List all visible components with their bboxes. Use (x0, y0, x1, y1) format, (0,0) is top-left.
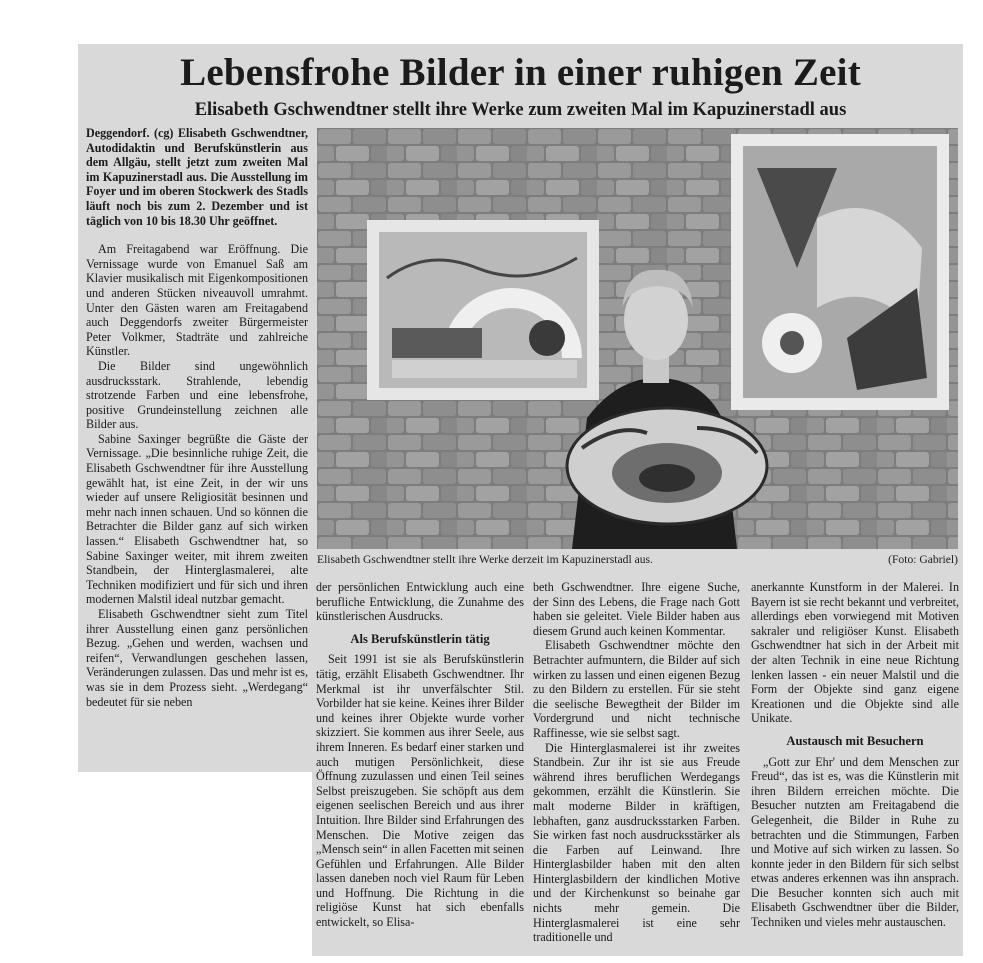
paragraph: Am Freitagabend war Eröffnung. Die Vernissage wurde von Emanuel Saß am Klavier musikalisch mit Eigenkompositionen und anderen Stücken niveauvoll umrahmt. Unter den Gästen waren am Freitagabend auch Deggendorfs zweiter Bürgermeister Peter Volkmer, Stadträte und zahlreiche Künstler. (86, 242, 308, 359)
lead-paragraph (86, 126, 308, 228)
headline: Lebensfrohe Bilder in einer ruhigen Zeit (180, 51, 861, 94)
photo-artist-with-bowl (317, 128, 958, 549)
section-heading: Austausch mit Besuchern (786, 733, 924, 748)
column-1 (86, 126, 308, 709)
photo-credit: (Foto: Gabriel) (888, 553, 958, 566)
paragraph: Die Hinterglasmalerei ist ihr zweites Standbein. Zur ihr ist sie aus Freude während ihres beruflichen Werdegangs gekommen, erzählt die Künstlerin. Sie malt moderne Bilder in kräftigen, lebhaften, ganz ausdrucksstarken Farben. Sie wirken fast noch ausdrucksstärker als die Farben auf Leinwand. Ihre Hinterglasbilder haben mit den alten Hinterglasbildern der kindlichen Motive und der Kirchenkunst so beinahe gar nichts mehr gemein. Die Hinterglasmalerei ist eine sehr traditionelle und (533, 740, 740, 945)
paragraph: Seit 1991 ist sie als Berufskünstlerin tätig, erzählt Elisabeth Gschwendtner. Ihr Merkmal ist ihr unverfälschter Stil. Vorbilder hat sie keine. Keines ihrer Bilder und keines ihrer Objekte wurde vorher skizziert. Sie kommen aus ihrer Seele, aus ihrem Inneren. Es bedarf einer starken und auch mutigen Persönlichkeit, diese Öffnung zuzulassen und einen Teil seines Selbst preiszugeben. Sie schöpft aus dem eigenen seelischen Bereich und aus ihrer Intuition. Ihre Bilder sind Erfahrungen des Menschen. Die Motive zeigen das „Mensch sein“ in allen Facetten mit seinen Gefühlen und Erfahrungen. Alle Bilder lassen daneben noch viel Raum für Leben und Hoffnung. Die Richtung in die religiöse Kunst hat sich ebenfalls entwickelt, so Elisa- (316, 652, 524, 930)
photo-caption (317, 553, 958, 567)
paragraph: „Gott zur Ehr' und dem Menschen zur Freud“, das ist es, was die Künstlerin mit ihren Bildern erreichen möchte. Die Besucher nutzten am Freitagabend die Gelegenheit, die Bilder in Ruhe zu betrachten und die Stimmungen, Farben und Motive auf sich wirken zu lassen. So konnte jeder in den Bildern für sich selbst etwas anderes erkennen was ihn ansprach. Die Besucher konnten sich auch mit Elisabeth Gschwendtner über die Bilder, Techniken und vieles mehr austauschen. (751, 754, 959, 930)
clipping-cutout (78, 772, 312, 962)
paragraph: Die Bilder sind ungewöhnlich ausdrucksstark. Strahlende, lebendig strotzende Farben und eine lebensfrohe, positive Grundeinstellung zeichnen alle Bilder aus. (86, 358, 308, 432)
paragraph: der persönlichen Entwicklung auch eine berufliche Entwicklung, die Zunahme des künstlerischen Ausdrucks. (316, 580, 524, 624)
lead-text: Elisabeth Gschwendtner, Autodidaktin und Berufskünstlerin aus dem Allgäu, stellt jetzt zum zweiten Mal im Kapuzinerstadl aus. Die Ausstellung im Foyer und im oberen Stockwerk des Stadls läuft noch bis zum 2. Dezember und ist täglich von 10 bis 18.30 Uhr geöffnet. (86, 126, 308, 228)
paragraph: anerkannte Kunstform in der Malerei. In Bayern ist sie recht bekannt und verbreitet, allerdings eben vorwiegend mit Motiven sakraler und religiöser Kunst. Elisabeth Gschwendtner hat sich in der Arbeit mit der alten Technik in eine neue Richtung lenken lassen - ein neuer Malstil und die Form der Objekte sind ganz eigene Kreationen und die Objekte sind alle Unikate. (751, 580, 959, 726)
section-heading: Als Berufskünstlerin tätig (350, 631, 490, 646)
paragraph: Sabine Saxinger begrüßte die Gäste der Vernissage. „Die besinnliche ruhige Zeit, die Elisabeth Gschwendtner für ihre Ausstellung gewählt hat, ist eine Zeit, in der wir uns wieder auf unsere Religiosität besinnen und mehr nach innen schauen. Und so können die Betrachter die Bilder ganz auf sich wirken lassen.“ Elisabeth Gschwendtner hat, so Sabine Saxinger weiter, mit ihrem zweiten Standbein, der Hinterglasmalerei, alte Techniken modifiziert und für sich und ihren modernen Malstil ideal nutzbar gemacht. (86, 431, 308, 607)
dateline: Deggendorf. (cg) (86, 126, 174, 140)
paragraph: Elisabeth Gschwendtner sieht zum Titel ihrer Ausstellung einen ganz persönlichen Bezug. „Gehen und werden, wachsen und reifen“, Verwandlungen geschehen lassen, Veränderungen zulassen. Das und mehr ist es, was sie in dem Prozess sieht. „Werdegang“ bedeutet für sie neben (86, 607, 308, 709)
paragraph: Elisabeth Gschwendtner möchte den Betrachter aufmuntern, die Bilder auf sich wirken zu lassen und einen eigenen Bezug zu den Bildern zu erstellen. Für sie steht die seelische Bewegtheit der Bilder im Vordergrund und nicht technische Raffinesse, wie sie selbst sagt. (533, 638, 740, 740)
column-3 (533, 580, 740, 945)
caption-text: Elisabeth Gschwendtner stellt ihre Werke derzeit im Kapuzinerstadl aus. (317, 553, 653, 566)
paragraph: beth Gschwendtner. Ihre eigene Suche, der Sinn des Lebens, die Frage nach Gott haben sie geleitet. Viele Bilder haben aus diesem Grund auch keinen Kommentar. (533, 580, 740, 638)
column-4 (751, 580, 959, 930)
subheadline: Elisabeth Gschwendtner stellt ihre Werke zum zweiten Mal im Kapuzinerstadl aus (194, 100, 847, 120)
article-photo (317, 128, 958, 549)
column-2 (316, 580, 524, 930)
